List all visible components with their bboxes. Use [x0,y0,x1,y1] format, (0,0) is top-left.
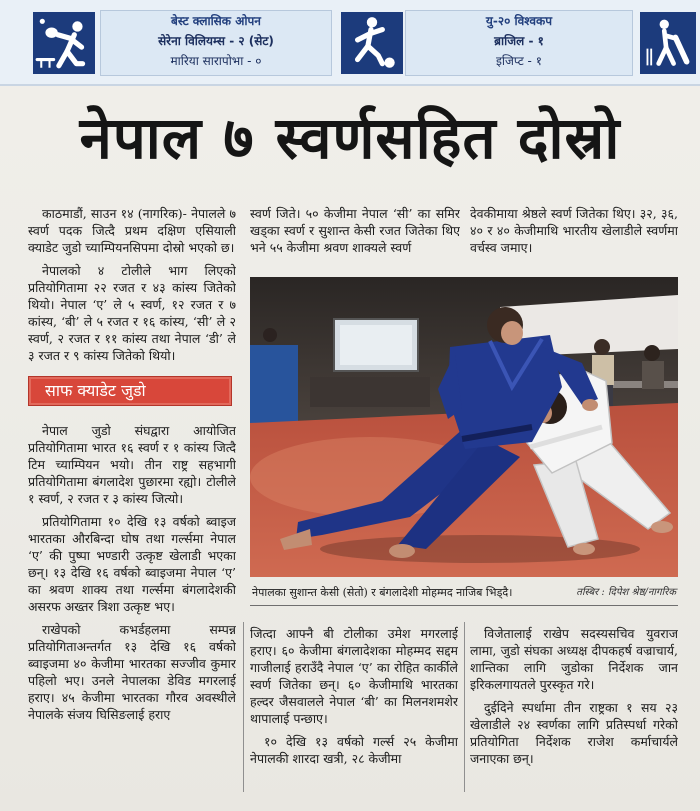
headline: नेपाल ७ स्वर्णसहित दोस्रो [79,104,621,172]
event-title: बेस्ट क्लासिक ओपन [171,14,261,28]
column-3-top [470,205,678,269]
article-paragraph: स्वर्ण जिते। ५० केजीमा नेपाल ‘सी’ का समिर खड्का स्वर्ण र सुशान्त केसी रजत जितेका थिए भने ५५ केजीमा श्रवण शाक्यले स्वर्ण [250,206,460,255]
article-paragraph: जित्दा आफ्नै बी टोलीका उमेश मगरलाई हराए। ६० केजीमा बंगलादेशका मोहम्मद सद्दम गाजीलाई हराउँदै नेपाल ‘ए’ का रोहित कार्कीले स्वर्ण जितेका छन्। ६० केजीमाथि भारतका हल्दर जैसवालले नेपाल ‘बी’ का मिलनशमशेर थापालाई पन्छाए। [250,626,458,726]
score-line: मारिया सारापोभा - ० [170,54,262,68]
article-paragraph: काठमाडौं, साउन १४ (नागरिक)- नेपालले ७ स्वर्ण पदक जित्दै प्रथम दक्षिण एसियाली क्याडेट जुडो च्याम्पियनसिपमा दोस्रो भएको छ। [28,206,236,255]
photo-credit: तस्बिर : दिपेश श्रेष्ठ/नागरिक [576,587,676,598]
event-title: यु-२० विश्वकप [485,14,553,28]
cricket-icon [640,12,696,74]
article-paragraph: नेपालको ४ टोलीले भाग लिएको प्रतियोगितामा २२ रजत र ४३ कांस्य जितेको थियो। नेपाल ‘ए’ ले ५ स्वर्ण, १२ रजत र ७ कांस्य, ‘बी’ ले ५ रजत र १६ कांस्य, ‘सी’ ले २ स्वर्ण, २ रजत र ११ कांस्य तथा नेपाल ‘डी’ ले ३ रजत र ९ कांस्य जितेको थियो। [28,263,236,363]
table-tennis-icon [33,12,95,74]
score-line: ब्राजिल - १ [494,34,544,48]
score-box-u20-world-cup [405,10,633,76]
article-paragraph: देवकीमाया श्रेष्ठले स्वर्ण जितेका थिए। ३२, ३६, ४० र ४० केजीमाथि भारतीय खेलाडीले स्वर्णमा वर्चस्व जमाए। [470,206,678,255]
blue-panel [250,345,298,423]
column-3-bottom [470,625,678,790]
article-paragraph: १० देखि १३ वर्षको गर्ल्स २५ केजीमा नेपालकी शारदा खत्री, २८ केजीमा [250,734,458,766]
column-1 [28,205,236,790]
column-rule [243,622,244,792]
article-paragraph: राखेपको कभर्डहलमा सम्पन्न प्रतियोगिताअन्तर्गत १३ देखि १६ वर्षको ब्वाइजमा ४० केजीमा भारतका सज्जीव कुमार पहिलो भए। उनले नेपालका डेविड मगरलाई हराए। ४५ केजीमा भारतका गौरव अवस्थीले नेपालके संजय घिसिङलाई हराए [28,622,236,722]
column-2-bottom [250,625,458,790]
football-icon [341,12,403,74]
photo-caption: नेपालका सुशान्त केसी (सेतो) र बंगलादेशी मोहम्मद नाजिब भिड्दै। [252,586,513,599]
article-paragraph: विजेतालाई राखेप सदस्यसचिव युवराज लामा, जुडो संघका अध्यक्ष दीपकहर्ष वज्राचार्य, शान्तिका लागि जुडोका निर्देशक जान इरिकलगायतले पुरस्कृत गरे। [470,626,678,692]
judo-photo [250,277,678,577]
article-paragraph: नेपाल जुडो संघद्वारा आयोजित प्रतियोगितामा भारत १६ स्वर्ण र १ कांस्य जित्दै टिम च्याम्पियन भयो। तीन राष्ट्र सहभागी प्रतियोगितामा बंगलादेश पुछारमा रह्यो। टोलीले १ स्वर्ण, २ रजत र ३ कांस्य जित्यो। [28,423,236,506]
article-paragraph: दुईदिने स्पर्धामा तीन राष्ट्रका १ सय २३ खेलाडीले २४ स्वर्णका लागि प्रतिस्पर्धा गरेको प्रतियोगिता निर्देशक राजेश कर्माचार्यले जनाएका छन्। [470,700,678,766]
score-line: सेरेना विलियम्स - २ (सेट) [158,34,274,48]
column-2-top [250,205,460,269]
photo-caption-bar [250,581,678,606]
score-line: इजिप्ट - १ [496,54,542,68]
score-strip [0,0,700,86]
article-paragraph: प्रतियोगितामा १० देखि १३ वर्षको ब्वाइज भारतका औरबिन्दा घोष तथा गर्ल्समा नेपाल ‘ए’ की पुष्पा भण्डारी उत्कृष्ट खेलाडी भएका छन्। १३ देखि १६ वर्षको ब्वाइजमा नेपाल ‘ए’ का श्रवण शाक्य तथा गर्ल्समा बंगलादेशकी असरफ अख्तर त्रिशा उत्कृष्ट भए। [28,514,236,614]
column-rule [464,622,465,792]
section-subheading: साफ क्याडेट जुडो [28,376,232,406]
score-box-classic-open [100,10,332,76]
